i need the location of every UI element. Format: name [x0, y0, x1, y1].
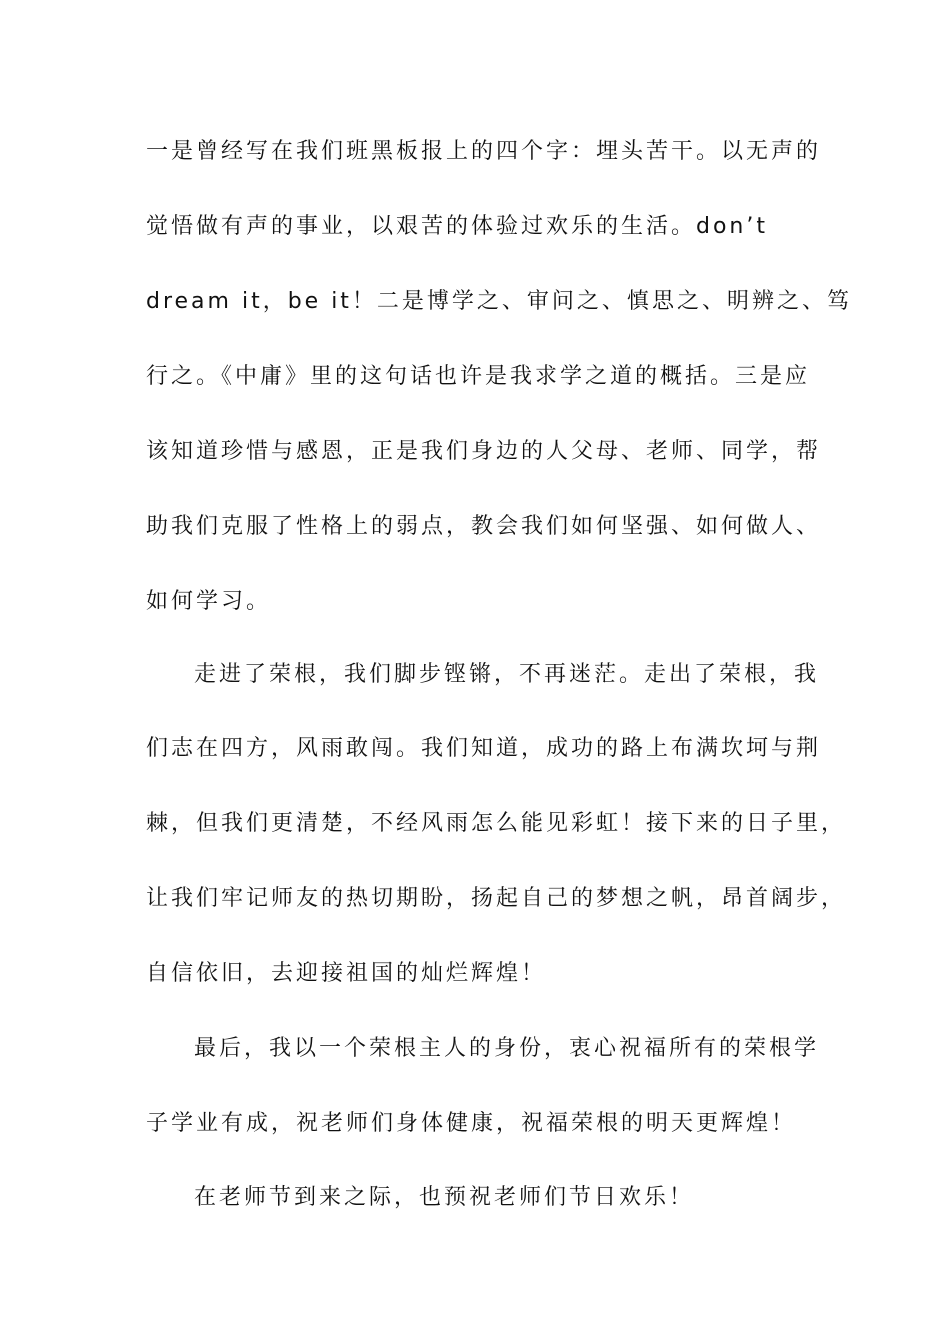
paragraph-line: 在老师节到来之际，也预祝老师们节日欢乐！	[194, 1185, 695, 1210]
paragraph-line: 自信依旧，去迎接祖国的灿烂辉煌！	[146, 961, 547, 986]
paragraph-line: 觉悟做有声的事业，以艰苦的体验过欢乐的生活。don’t	[146, 214, 768, 239]
paragraph-line: 子学业有成，祝老师们身体健康，祝福荣根的明天更辉煌！	[146, 1111, 797, 1136]
paragraph-line: 最后，我以一个荣根主人的身份，衷心祝福所有的荣根学	[194, 1036, 820, 1061]
paragraph-line: dream it，be it！二是博学之、审问之、慎思之、明辨之、笃	[146, 289, 852, 314]
paragraph-line: 走进了荣根，我们脚步铿锵，不再迷茫。走出了荣根，我	[194, 662, 820, 687]
paragraph-line: 如何学习。	[146, 589, 272, 614]
paragraph-line: 行之。《中庸》里的这句话也许是我求学之道的概括。三是应	[146, 364, 811, 389]
paragraph-line: 一是曾经写在我们班黑板报上的四个字：埋头苦干。以无声的	[146, 139, 822, 164]
paragraph-line: 棘，但我们更清楚，不经风雨怎么能见彩虹！接下来的日子里，	[146, 811, 847, 836]
paragraph-line: 助我们克服了性格上的弱点，教会我们如何坚强、如何做人、	[146, 514, 822, 539]
paragraph-line: 让我们牢记师友的热切期盼，扬起自己的梦想之帆，昂首阔步，	[146, 886, 847, 911]
paragraph-line: 该知道珍惜与感恩，正是我们身边的人父母、老师、同学，帮	[146, 439, 822, 464]
paragraph-line: 们志在四方，风雨敢闯。我们知道，成功的路上布满坎坷与荆	[146, 736, 822, 761]
